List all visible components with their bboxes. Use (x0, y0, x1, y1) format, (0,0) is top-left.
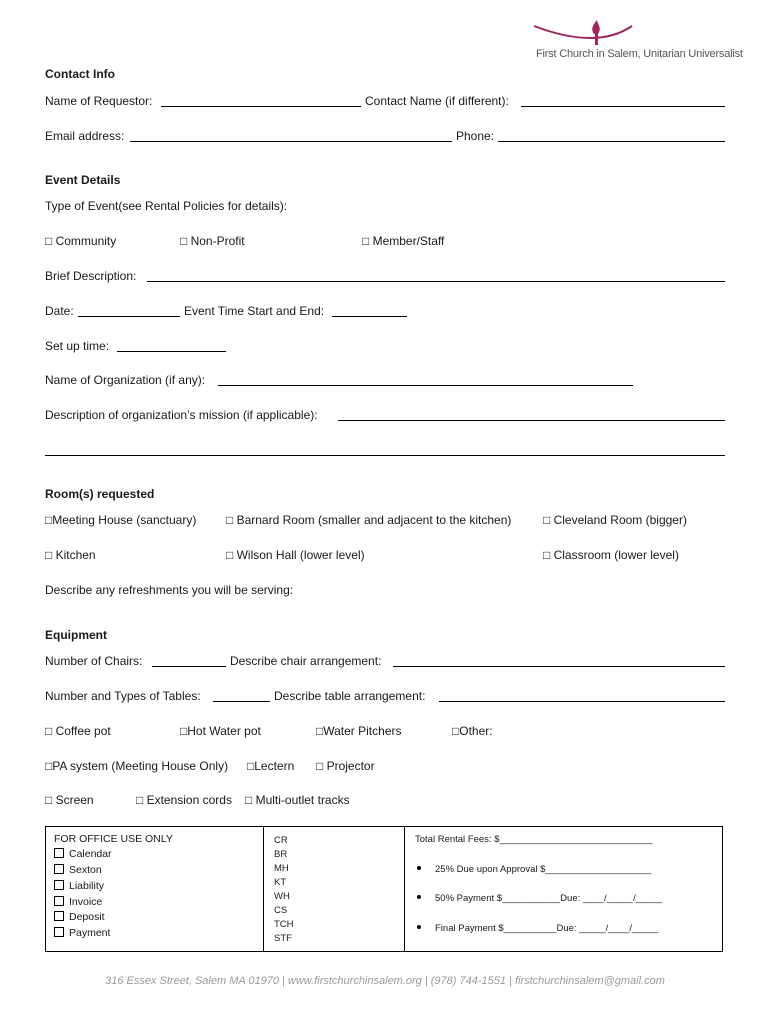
contact-name-label: Contact Name (if different): (365, 94, 509, 108)
event-type-member[interactable]: □ Member/Staff (362, 234, 445, 248)
room-barnard[interactable]: □ Barnard Room (smaller and adjacent to the kitchen) (226, 513, 512, 527)
checkbox-icon (54, 927, 64, 937)
rooms-heading: Room(s) requested (45, 487, 155, 501)
brief-description-label: Brief Description: (45, 269, 137, 283)
equip-lectern[interactable]: □Lectern (247, 759, 295, 773)
email-field[interactable] (130, 141, 452, 142)
tables-field[interactable] (213, 701, 270, 702)
footer-address: 316 Essex Street, Salem MA 01970 | www.firstchurchinsalem.org | (978) 744-1551 | firstchurchinsalem@gmail.com (105, 975, 665, 987)
date-label: Date: (45, 304, 74, 318)
bullet-icon (417, 866, 421, 870)
tables-label: Number and Types of Tables: (45, 689, 201, 703)
contact-heading: Contact Info (45, 67, 115, 81)
event-time-label: Event Time Start and End: (184, 304, 325, 318)
phone-field[interactable] (498, 141, 725, 142)
office-check-payment[interactable]: Payment (54, 927, 110, 939)
checkbox-icon (54, 864, 64, 874)
office-use-box (45, 826, 723, 952)
event-type-community[interactable]: □ Community (45, 234, 117, 248)
fee-25-percent: 25% Due upon Approval $____________________ (417, 864, 651, 875)
phone-label: Phone: (456, 129, 495, 143)
fee-50-percent: 50% Payment $___________Due: ____/_____/_____ (417, 893, 662, 904)
equip-screen[interactable]: □ Screen (45, 793, 94, 807)
organization-field[interactable] (218, 385, 633, 386)
bullet-icon (417, 925, 421, 929)
room-cleveland[interactable]: □ Cleveland Room (bigger) (543, 513, 687, 527)
checkbox-icon (54, 880, 64, 890)
email-label: Email address: (45, 129, 125, 143)
room-classroom[interactable]: □ Classroom (lower level) (543, 548, 679, 562)
requestor-field[interactable] (161, 106, 361, 107)
mission-field-line-2[interactable] (45, 455, 725, 456)
date-field[interactable] (78, 316, 180, 317)
room-wilson-hall[interactable]: □ Wilson Hall (lower level) (226, 548, 365, 562)
setup-time-field[interactable] (117, 351, 226, 352)
equip-pa-system[interactable]: □PA system (Meeting House Only) (45, 759, 229, 773)
code-br: BR (274, 849, 288, 860)
office-check-deposit[interactable]: Deposit (54, 911, 105, 923)
room-kitchen[interactable]: □ Kitchen (45, 548, 96, 562)
chairs-label: Number of Chairs: (45, 654, 143, 668)
contact-name-field[interactable] (521, 106, 725, 107)
code-cs: CS (274, 905, 288, 916)
equip-hot-water-pot[interactable]: □Hot Water pot (180, 724, 261, 738)
setup-time-label: Set up time: (45, 339, 110, 353)
code-tch: TCH (274, 919, 294, 930)
organization-label: Name of Organization (if any): (45, 373, 206, 387)
office-check-calendar[interactable]: Calendar (54, 848, 112, 860)
code-mh: MH (274, 863, 289, 874)
refreshments-label: Describe any refreshments you will be serving: (45, 583, 294, 597)
equip-coffee-pot[interactable]: □ Coffee pot (45, 724, 111, 738)
bullet-icon (417, 895, 421, 899)
table-arrangement-field[interactable] (439, 701, 725, 702)
equip-other[interactable]: □Other: (452, 724, 493, 738)
mission-label: Description of organization’s mission (if applicable): (45, 408, 318, 422)
event-type-label: Type of Event(see Rental Policies for details): (45, 199, 288, 213)
checkbox-icon (54, 911, 64, 921)
equip-water-pitchers[interactable]: □Water Pitchers (316, 724, 402, 738)
chair-arrangement-label: Describe chair arrangement: (230, 654, 382, 668)
equip-extension-cords[interactable]: □ Extension cords (136, 793, 232, 807)
event-type-nonprofit[interactable]: □ Non-Profit (180, 234, 245, 248)
code-cr: CR (274, 835, 288, 846)
chair-arrangement-field[interactable] (393, 666, 725, 667)
table-arrangement-label: Describe table arrangement: (274, 689, 426, 703)
equip-multi-outlet[interactable]: □ Multi-outlet tracks (245, 793, 350, 807)
office-check-sexton[interactable]: Sexton (54, 864, 102, 876)
office-check-invoice[interactable]: Invoice (54, 896, 102, 908)
fee-final-payment: Final Payment $__________Due: _____/____/_____ (417, 923, 658, 934)
event-time-field[interactable] (332, 316, 407, 317)
org-name: First Church in Salem, Unitarian Universalist (536, 48, 743, 60)
brief-description-field[interactable] (147, 281, 725, 282)
code-kt: KT (274, 877, 287, 888)
room-meeting-house[interactable]: □Meeting House (sanctuary) (45, 513, 197, 527)
office-use-title: FOR OFFICE USE ONLY (54, 833, 173, 845)
church-logo (532, 20, 727, 70)
requestor-label: Name of Requestor: (45, 94, 153, 108)
event-heading: Event Details (45, 173, 121, 187)
total-fees-label: Total Rental Fees: $_____________________________ (415, 834, 653, 845)
code-stf: STF (274, 933, 292, 944)
code-wh: WH (274, 891, 290, 902)
equipment-heading: Equipment (45, 628, 107, 642)
office-check-liability[interactable]: Liability (54, 880, 104, 892)
checkbox-icon (54, 896, 64, 906)
mission-field[interactable] (338, 420, 725, 421)
chairs-field[interactable] (152, 666, 226, 667)
checkbox-icon (54, 848, 64, 858)
equip-projector[interactable]: □ Projector (316, 759, 375, 773)
